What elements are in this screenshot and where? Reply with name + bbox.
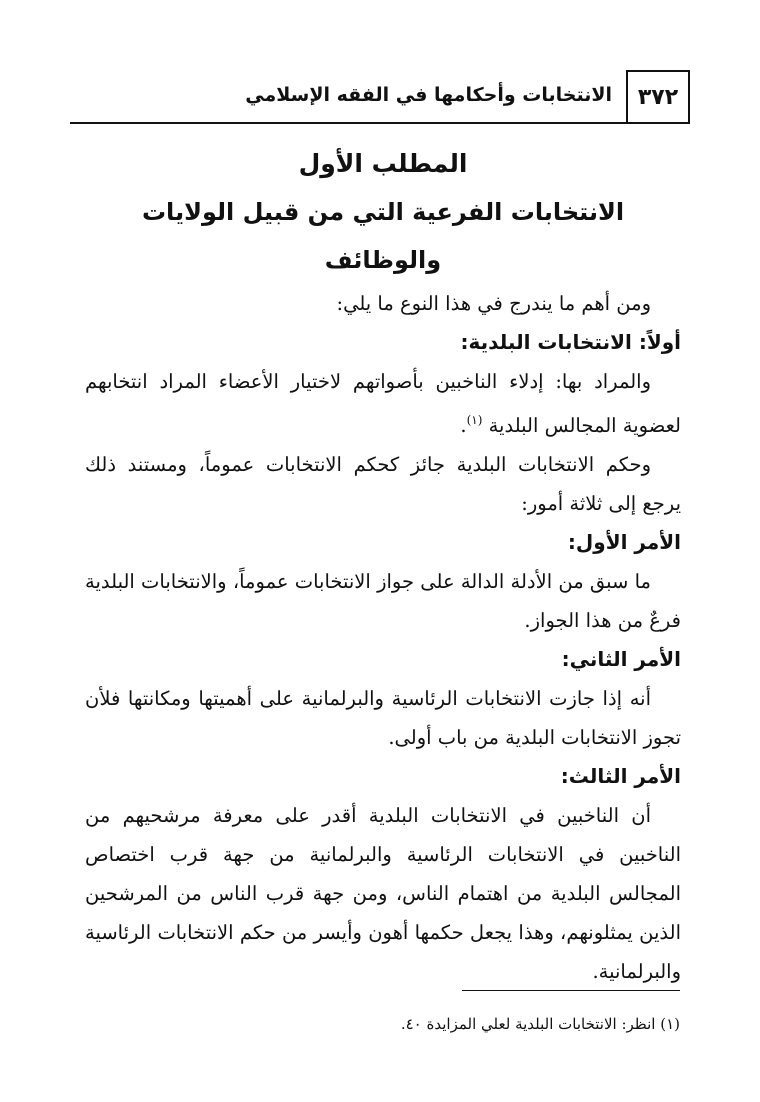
definition-paragraph <box>85 362 681 445</box>
header-rule <box>70 122 690 124</box>
footnote-1: (١) انظر: الانتخابات البلدية لعلي المزايدة ٤٠. <box>400 1015 680 1033</box>
point-2-text: أنه إذا جازت الانتخابات الرئاسية والبرلمانية على أهميتها ومكانتها فلأن تجوز الانتخابات البلدية من باب أولى. <box>85 687 681 749</box>
point-1-text: ما سبق من الأدلة الدالة على جواز الانتخابات عموماً، والانتخابات البلدية فرعٌ من هذا الجواز. <box>85 570 681 632</box>
section-title: المطلب الأول <box>298 149 468 178</box>
page-number: ٣٧٢ <box>626 70 690 122</box>
running-title: الانتخابات وأحكامها في الفقه الإسلامي <box>245 84 612 106</box>
point-3-text: أن الناخبين في الانتخابات البلدية أقدر على معرفة مرشحيهم من الناخبين في الانتخابات الرئاسية والبرلمانية من جهة قرب اختصاص المجالس البلدية من اهتمام الناس، ومن جهة قرب الناس من المرشحين الذين يمثلونهم، وهذا يجعل حكمها أهون وأيسر من حكم الانتخابات الرئاسية والبرلمانية. <box>85 804 681 983</box>
page-header <box>70 70 690 124</box>
point-1-heading: الأمر الأول: <box>567 530 681 554</box>
heading-municipal-elections: أولاً: الانتخابات البلدية: <box>460 330 681 354</box>
footnote-separator <box>462 990 680 991</box>
footnote-reference[interactable]: (١) <box>466 413 483 427</box>
section-subtitle: الانتخابات الفرعية التي من قبيل الولايات والوظائف <box>141 198 625 274</box>
definition-end: . <box>460 414 467 437</box>
page-content <box>85 140 681 991</box>
definition-text: والمراد بها: إدلاء الناخبين بأصواتهم لاختيار الأعضاء المراد انتخابهم لعضوية المجالس البلدية <box>85 370 681 437</box>
point-2-heading: الأمر الثاني: <box>561 647 681 671</box>
intro-paragraph: ومن أهم ما يندرج في هذا النوع ما يلي: <box>336 292 651 315</box>
ruling-paragraph: وحكم الانتخابات البلدية جائز كحكم الانتخابات عموماً، ومستند ذلك يرجع إلى ثلاثة أمور: <box>85 453 681 515</box>
point-3-heading: الأمر الثالث: <box>560 764 681 788</box>
